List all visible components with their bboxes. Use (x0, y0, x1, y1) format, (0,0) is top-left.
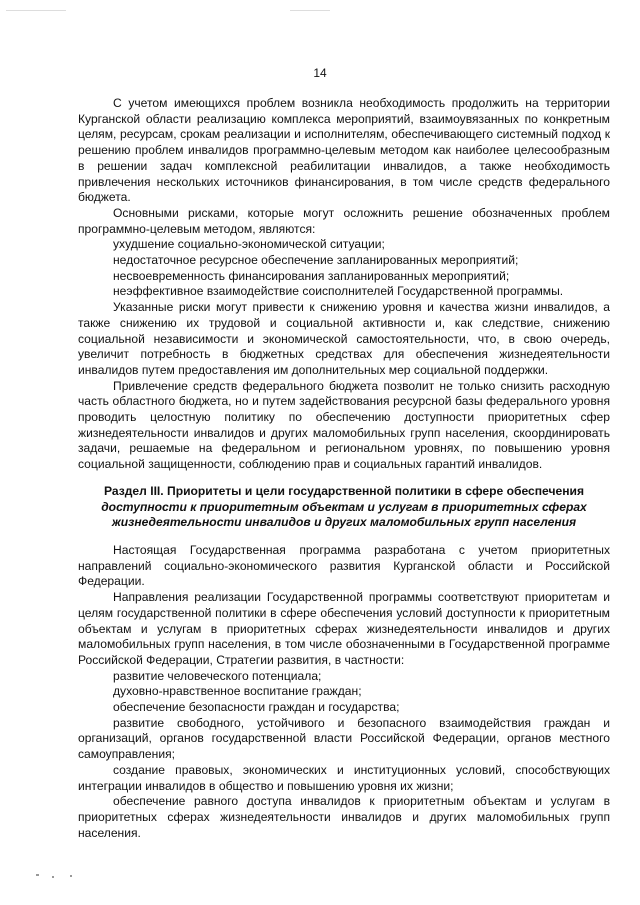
list-item: обеспечение безопасности граждан и государства; (113, 700, 400, 715)
scan-artifact (6, 10, 66, 11)
scan-artifact (52, 876, 54, 878)
body-block-1 (78, 96, 610, 473)
list-item: развитие человеческого потенциала; (113, 668, 322, 683)
list-item: обеспечение равного доступа инвалидов к приоритетным объектам и услугам в приоритетных сферах жизнедеятельности инвалидов и других маломобильных групп населения. (78, 794, 610, 840)
section-heading (78, 484, 610, 531)
body-block-2 (78, 543, 610, 841)
paragraph: Настоящая Государственная программа разработана с учетом приоритетных направлений социально-экономического развития Курганской области и Российской Федерации. (78, 543, 610, 589)
list-item: несвоевременность финансирования запланированных мероприятий; (113, 268, 510, 283)
section-heading-line: Раздел III. Приоритеты и цели государственной политики в сфере обеспечения (103, 484, 585, 498)
section-heading-line: доступности к приоритетным объектам и услугам в приоритетных сферах (101, 499, 587, 514)
scan-artifact (36, 874, 39, 876)
list-item: развитие свободного, устойчивого и безопасного взаимодействия граждан и организаций, органов государственной власти Российской Федерации, органов местного самоуправления; (78, 715, 610, 762)
list-item: неэффективное взаимодействие соисполнителей Государственной программы. (113, 284, 564, 299)
section-heading-line: жизнедеятельности инвалидов и других маломобильных групп населения (111, 515, 577, 530)
list-item: недостаточное ресурсное обеспечение запланированных мероприятий; (113, 253, 519, 268)
paragraph: Привлечение средств федерального бюджета позволит не только снизить расходную часть областного бюджета, но и путем задействования ресурсной базы федерального уровня проводить целостную политику по обеспечению доступности приоритетных сфер жизнедеятельности инвалидов и других маломобильных групп населения, скоординировать задачи, решаемые на федеральном и региональном уровнях, по повышению уровня социальной защищенности, соблюдению прав и социальных гарантий инвалидов. (78, 378, 610, 472)
list-item: ухудшение социально-экономической ситуации; (113, 237, 385, 252)
list-item: духовно-нравственное воспитание граждан; (113, 684, 362, 699)
scan-artifact (290, 10, 330, 11)
paragraph: Основными рисками, которые могут осложнить решение обозначенных проблем программно-целевым методом, являются: (78, 205, 610, 236)
scan-artifact (70, 875, 72, 877)
paragraph: Указанные риски могут привести к снижению уровня и качества жизни инвалидов, а также снижению их трудовой и социальной активности и, как следствие, снижению социальной независимости и экономической самостоятельности, что, в свою очередь, увеличит потребность в бюджетных средствах для обеспечения жизнедеятельности инвалидов путем предоставления им дополнительных мер социальной поддержки. (78, 300, 610, 377)
paragraph: Направления реализации Государственной программы соответствуют приоритетам и целям государственной политики в сфере обеспечения условий доступности к приоритетным объектам и услугам в приоритетных сферах жизнедеятельности инвалидов и других маломобильных групп населения, в том числе обозначенными в Государственной программе Российской Федерации, Стратегии развития, в частности: (78, 590, 610, 667)
list-item: создание правовых, экономических и институционных условий, способствующих интеграции инвалидов в общество и повышению уровня их жизни; (78, 762, 610, 793)
page-number: 14 (313, 66, 327, 80)
paragraph: С учетом имеющихся проблем возникла необходимость продолжить на территории Курганской области реализацию комплекса мероприятий, взаимоувязанных по конкретным целям, ресурсам, срокам реализации и исполнителям, обеспечивающего системный подход к решению проблем инвалидов программно-целевым методом как наиболее целесообразным в решении задач комплексной реабилитации инвалидов, а также необходимость привлечения нескольких источников финансирования, в том числе средств федерального бюджета. (78, 96, 610, 205)
